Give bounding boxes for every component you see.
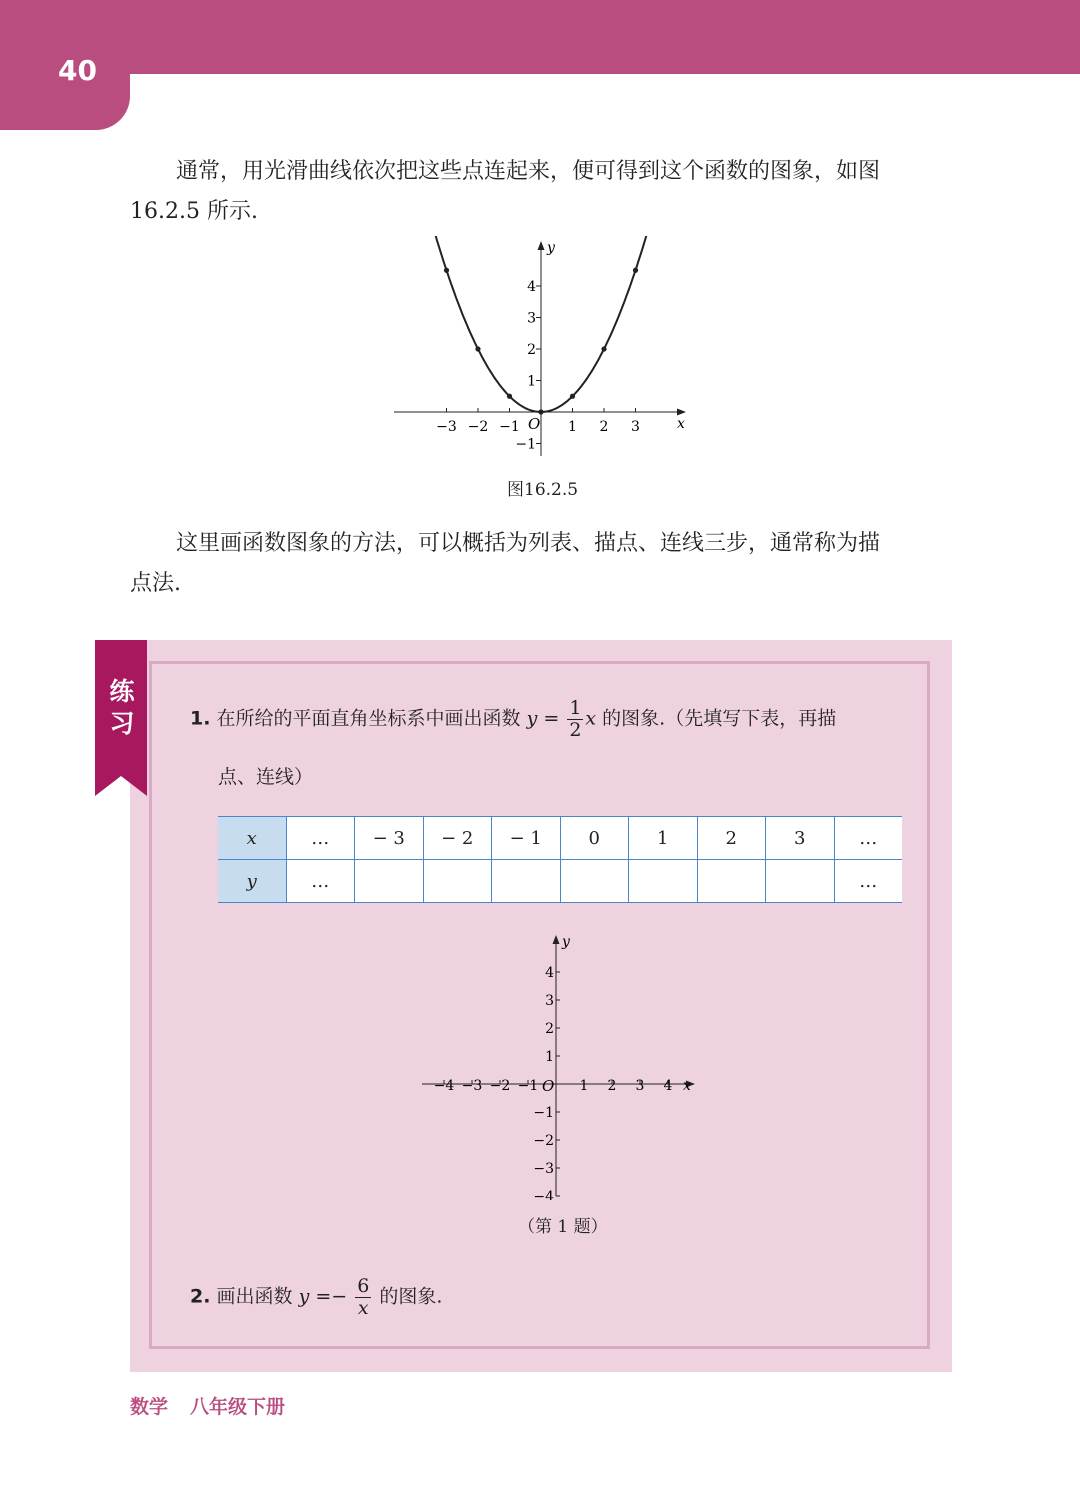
grid-x-tick-label: −1 [517, 1078, 539, 1094]
grid-y-tick-label: 2 [545, 1021, 554, 1037]
y-tick-label: 2 [527, 342, 536, 358]
table-cell: 0 [560, 817, 629, 860]
grid-caption: （第 1 题） [518, 1217, 608, 1237]
grid-y-tick-label: −2 [533, 1133, 554, 1149]
data-point [538, 409, 543, 414]
grid-x-tick-label: 4 [663, 1078, 673, 1094]
table-cell [492, 860, 561, 903]
table-cell: 1 [629, 817, 698, 860]
grid-y-tick-label: 3 [545, 993, 554, 1009]
coordinate-grid [418, 930, 700, 1200]
question-1-eq: = [543, 707, 560, 730]
grid-y-tick-label: 1 [545, 1049, 554, 1065]
table-cell: − 3 [355, 817, 424, 860]
data-point [633, 268, 638, 273]
ribbon-char-2: 习 [109, 709, 135, 738]
y-axis-arrow-icon [538, 241, 545, 250]
table-cell: … [286, 817, 355, 860]
paragraph-1-line-1: 通常，用光滑曲线依次把这些点连起来，便可得到这个函数的图象，如图 [176, 159, 881, 184]
table-cell: … [834, 860, 902, 903]
table-cell: … [834, 817, 902, 860]
paragraph-2-line-1: 这里画函数图象的方法，可以概括为列表、描点、连线三步，通常称为描 [176, 531, 881, 556]
question-2-y: y [298, 1285, 310, 1308]
x-tick-label: −3 [436, 419, 457, 435]
y-tick-label: 1 [527, 373, 536, 390]
ribbon-char-1: 练 [109, 677, 135, 706]
table-cell [560, 860, 629, 903]
question-1-fraction [567, 698, 583, 741]
table-row-y [218, 860, 902, 903]
parabola-graph [390, 236, 690, 464]
x-tick-label: −1 [499, 419, 520, 435]
origin-label: O [528, 415, 541, 433]
y-tick-label: 4 [527, 279, 536, 295]
data-point [444, 268, 449, 273]
question-2-number: 2. [190, 1285, 211, 1308]
grid-x-tick-label: 3 [635, 1078, 645, 1094]
grid-x-tick-label: 2 [607, 1078, 617, 1094]
table-cell [697, 860, 766, 903]
grid-origin-label: O [542, 1077, 555, 1095]
question-1-x: x [585, 707, 597, 730]
question-1-text-a: 在所给的平面直角坐标系中画出函数 [216, 707, 521, 730]
data-point [601, 346, 606, 351]
value-table [218, 816, 902, 903]
table-cell [423, 860, 492, 903]
question-2 [190, 1276, 442, 1319]
question-2-frac-num: 6 [357, 1275, 370, 1297]
table-cell: … [286, 860, 355, 903]
question-2-frac-den: x [357, 1296, 369, 1319]
table-cell: 3 [766, 817, 835, 860]
table-header-y: y [218, 860, 286, 903]
x-tick-label: 3 [631, 419, 640, 435]
page-number: 40 [58, 54, 97, 87]
footer-grade: 八年级下册 [190, 1396, 286, 1418]
question-2-fraction [355, 1276, 371, 1319]
question-1-y: y [526, 707, 538, 730]
grid-x-tick-label: −3 [461, 1078, 483, 1094]
question-1 [190, 698, 836, 741]
data-point [475, 346, 480, 351]
grid-x-label: x [683, 1078, 691, 1094]
table-header-x: x [218, 817, 286, 860]
grid-y-axis-arrow-icon [553, 935, 560, 944]
data-point [507, 394, 512, 399]
grid-y-tick-label: −1 [533, 1105, 554, 1121]
x-axis-label: x [677, 416, 685, 432]
table-cell [355, 860, 424, 903]
grid-x-tick-label: −2 [489, 1078, 511, 1094]
x-tick-label: 2 [599, 419, 609, 435]
top-banner [0, 0, 1080, 74]
question-1-frac-den: 2 [569, 718, 582, 741]
paragraph-2 [130, 524, 952, 604]
question-2-text-b: 的图象. [379, 1285, 443, 1308]
y-tick-label: 3 [527, 310, 536, 327]
question-2-eq: =− [315, 1285, 348, 1308]
paragraph-1 [130, 152, 952, 232]
grid-x-tick-label: −4 [433, 1078, 455, 1094]
table-cell: 2 [697, 817, 766, 860]
grid-y-tick-label: 4 [545, 965, 554, 981]
x-axis-arrow-icon [677, 409, 686, 416]
data-point [570, 394, 575, 399]
x-tick-label: 1 [568, 419, 577, 435]
table-row-x [218, 817, 902, 860]
question-2-text-a: 画出函数 [216, 1285, 293, 1308]
y-axis-label: y [547, 240, 555, 256]
paragraph-1-line-2: 16.2.5 所示. [130, 199, 258, 224]
question-1-line-2: 点、连线） [218, 766, 314, 788]
footer-subject: 数学 [130, 1396, 169, 1418]
x-tick-label: −2 [467, 419, 489, 435]
grid-x-tick-label: 1 [579, 1078, 589, 1094]
table-cell [766, 860, 835, 903]
footer [130, 1392, 307, 1419]
grid-y-label: y [562, 934, 570, 950]
question-1-text-b: 的图象.（先填写下表，再描 [602, 707, 837, 730]
ribbon-label [108, 676, 136, 740]
table-cell [629, 860, 698, 903]
question-1-frac-num: 1 [569, 697, 582, 719]
paragraph-2-line-2: 点法. [130, 571, 181, 596]
table-cell: − 1 [492, 817, 561, 860]
grid-y-tick-label: −4 [533, 1189, 554, 1200]
figure-caption: 图16.2.5 [507, 480, 579, 500]
table-cell: − 2 [423, 817, 492, 860]
y-tick-label: −1 [515, 436, 536, 453]
grid-y-tick-label: −3 [533, 1161, 554, 1177]
question-1-number: 1. [190, 707, 211, 730]
